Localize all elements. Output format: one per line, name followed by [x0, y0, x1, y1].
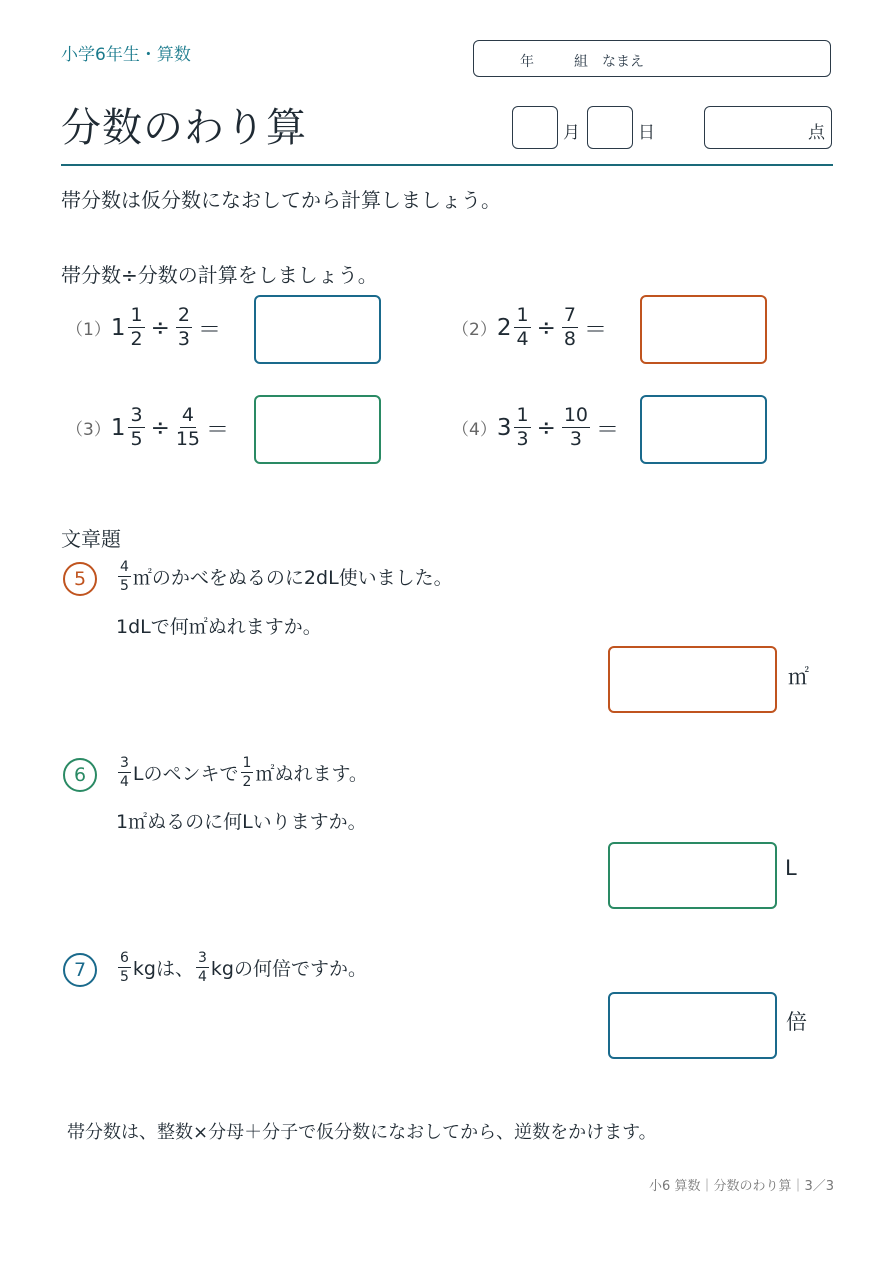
- day-label: 日: [638, 123, 655, 143]
- problem-2-label: （2）: [452, 320, 497, 340]
- problem-3-fraction-a: $\frac{3}{5}$: [130, 404, 143, 450]
- hint-note: 帯分数は、整数×分母＋分子で仮分数になおしてから、逆数をかけます。: [67, 1122, 657, 1143]
- answer-box-3[interactable]: [254, 395, 381, 464]
- problem-1-equals: ＝: [197, 317, 221, 343]
- answer-box-2[interactable]: [640, 295, 767, 364]
- problem-6-number: 6: [63, 758, 97, 792]
- problem-3-fraction-b: $\frac{4}{15}$: [175, 404, 201, 450]
- problem-3-whole: 1: [110, 414, 126, 441]
- problem-5-fraction: $\frac{4}{5}$: [120, 559, 129, 594]
- class-label: 組: [574, 54, 588, 70]
- problem-4-equals: ＝: [596, 417, 620, 443]
- grade-label: 小学6年生・算数: [61, 45, 191, 65]
- problem-6-fraction-a: $\frac{3}{4}$: [120, 755, 129, 790]
- name-box[interactable]: [473, 40, 831, 77]
- problem-6-text: [116, 756, 368, 789]
- problem-3-label: （3）: [66, 420, 111, 440]
- section2-title: 文章題: [61, 527, 121, 551]
- problem-7-text: [116, 951, 367, 984]
- problem-4-label: （4）: [452, 420, 497, 440]
- answer-box-1[interactable]: [254, 295, 381, 364]
- answer-box-5[interactable]: [608, 646, 777, 713]
- problem-5-question: 1dLで何㎡ぬれますか。: [116, 616, 322, 638]
- problem-7-fraction-b: $\frac{3}{4}$: [198, 950, 207, 985]
- problem-6-question: 1㎡ぬるのに何Lいりますか。: [116, 811, 367, 833]
- score-box[interactable]: [704, 106, 832, 149]
- problem-2-divide: ÷: [536, 314, 556, 341]
- page-title: 分数のわり算: [61, 105, 307, 151]
- problem-1-divide: ÷: [150, 314, 170, 341]
- answer-box-6[interactable]: [608, 842, 777, 909]
- problem-2-fraction-a: $\frac{1}{4}$: [516, 304, 529, 350]
- day-input-box[interactable]: [587, 106, 633, 149]
- score-label: 点: [808, 123, 825, 143]
- problem-4-whole: 3: [496, 414, 512, 441]
- problem-2-whole: 2: [496, 314, 512, 341]
- problem-4: [452, 406, 623, 449]
- instruction-text: 帯分数は仮分数になおしてから計算しましょう。: [61, 188, 501, 212]
- problem-1-label: （1）: [66, 320, 111, 340]
- problem-3-equals: ＝: [206, 417, 230, 443]
- problem-6-unit: L: [785, 856, 797, 880]
- problem-6-sentence-b: ㎡ぬれます。: [255, 763, 368, 785]
- problem-5-unit: ㎡: [788, 665, 809, 689]
- problem-4-fraction-a: $\frac{1}{3}$: [516, 404, 529, 450]
- problem-7-fraction-a: $\frac{6}{5}$: [120, 950, 129, 985]
- month-input-box[interactable]: [512, 106, 558, 149]
- problem-1-fraction-b: $\frac{2}{3}$: [177, 304, 190, 350]
- problem-7-number: 7: [63, 953, 97, 987]
- problem-2-equals: ＝: [583, 317, 607, 343]
- problem-7-sentence-a: kgは、: [132, 958, 194, 980]
- month-label: 月: [563, 123, 580, 143]
- problem-2: [452, 306, 611, 349]
- problem-3: [66, 406, 233, 449]
- name-label: なまえ: [602, 54, 644, 70]
- problem-1: [66, 306, 225, 349]
- year-label: 年: [520, 54, 534, 70]
- answer-box-7[interactable]: [608, 992, 777, 1059]
- problem-5-text: [116, 560, 453, 593]
- page-footer: 小6 算数｜分数のわり算｜3／3: [649, 1179, 834, 1194]
- problem-6-sentence-a: Lのペンキで: [132, 763, 239, 785]
- header-divider: [61, 164, 833, 166]
- problem-4-fraction-b: $\frac{10}{3}$: [563, 404, 589, 450]
- section1-title: 帯分数÷分数の計算をしましょう。: [61, 263, 378, 287]
- problem-4-divide: ÷: [536, 414, 556, 441]
- problem-2-fraction-b: $\frac{7}{8}$: [563, 304, 576, 350]
- problem-7-sentence-b: kgの何倍ですか。: [210, 958, 367, 980]
- answer-box-4[interactable]: [640, 395, 767, 464]
- problem-7-unit: 倍: [786, 1010, 807, 1034]
- problem-1-whole: 1: [110, 314, 126, 341]
- problem-1-fraction-a: $\frac{1}{2}$: [130, 304, 143, 350]
- problem-6-fraction-b: $\frac{1}{2}$: [242, 755, 252, 790]
- problem-5-sentence: ㎡のかべをぬるのに2dL使いました。: [132, 567, 453, 589]
- problem-3-divide: ÷: [150, 414, 170, 441]
- problem-5-number: 5: [63, 562, 97, 596]
